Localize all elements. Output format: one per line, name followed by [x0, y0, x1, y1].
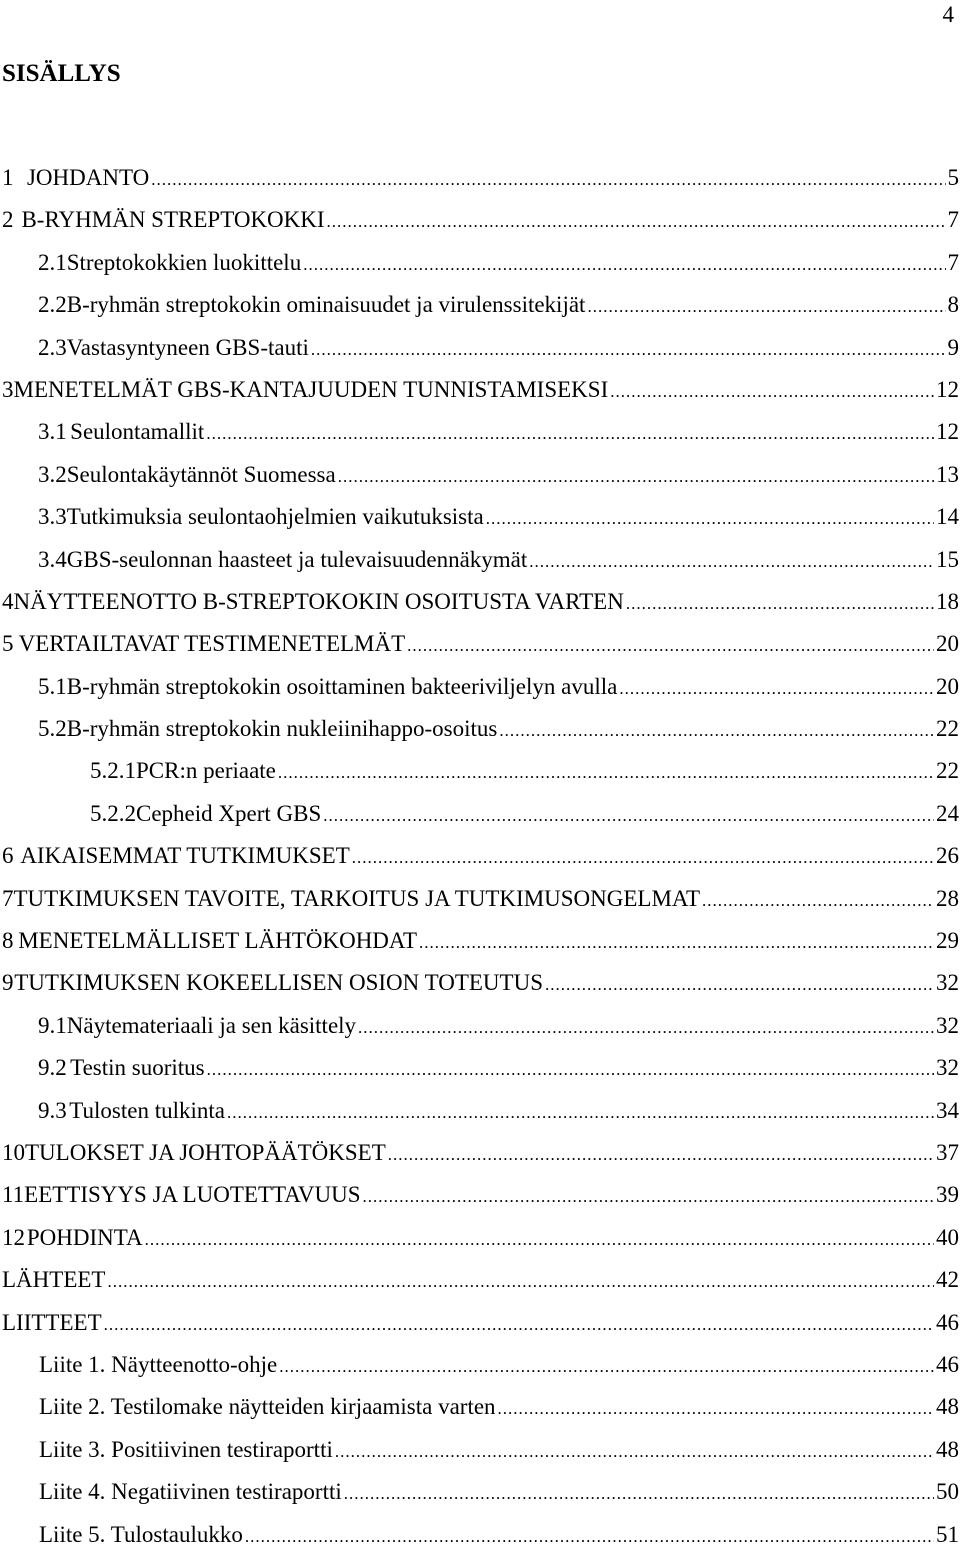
dot-leader	[407, 636, 934, 656]
dot-leader	[619, 679, 934, 699]
dot-leader	[702, 891, 934, 911]
dot-leader	[335, 1442, 934, 1462]
dot-leader	[587, 297, 945, 317]
toc-entry[interactable]	[2, 165, 959, 207]
toc-entry[interactable]	[2, 377, 959, 419]
toc-entry-number: 2.2	[38, 292, 67, 318]
toc-entry-number: 12	[2, 1224, 25, 1250]
toc-entry-number: 4	[2, 588, 14, 614]
dot-leader	[499, 721, 934, 741]
toc-entry-number: 5	[2, 631, 14, 657]
toc-entry-number: 8	[2, 928, 14, 954]
toc-entry-page: 18	[936, 588, 959, 614]
toc-entry-page: 32	[936, 1055, 959, 1081]
toc-entry-page: 32	[936, 970, 959, 996]
toc-entry-label: B-ryhmän streptokokin osoittaminen bakteeriviljelyn avulla	[66, 673, 618, 699]
toc-entry-page: 9	[947, 334, 959, 360]
toc-entry-page: 14	[936, 504, 959, 530]
toc-entry-label: TULOKSET JA JOHTOPÄÄTÖKSET	[25, 1139, 386, 1165]
toc-entry[interactable]	[2, 419, 959, 461]
dot-leader	[363, 1187, 935, 1207]
dot-leader	[419, 933, 934, 953]
dot-leader	[323, 806, 934, 826]
toc-entry-label: EETTISYYS JA LUOTETTAVUUS	[24, 1182, 361, 1208]
toc-entry-number: 2.3	[38, 334, 67, 360]
toc-entry[interactable]	[2, 843, 959, 885]
toc-entry-page: 48	[936, 1394, 959, 1420]
dot-leader	[388, 1145, 934, 1165]
toc-entry-number: 5.2.1	[90, 758, 136, 784]
toc-entry-number: 5.2.2	[90, 800, 136, 826]
toc-entry-label: LIITTEET	[2, 1309, 102, 1335]
toc-entry-label: AIKAISEMMAT TUTKIMUKSET	[20, 843, 350, 869]
toc-entry-page: 24	[936, 800, 959, 826]
toc-entry-label: B-ryhmän streptokokin nukleiinihappo-osoitus	[66, 716, 498, 742]
toc-entry-label: Liite 2. Testilomake näytteiden kirjaamista varten	[39, 1394, 496, 1420]
dot-leader	[104, 1315, 934, 1335]
toc-entry-page: 32	[936, 1012, 959, 1038]
toc-entry[interactable]	[2, 1225, 959, 1267]
dot-leader	[344, 1484, 934, 1504]
toc-entry[interactable]	[2, 1013, 959, 1055]
toc-entry[interactable]	[2, 970, 959, 1012]
toc-entry-page: 12	[936, 376, 959, 402]
toc-entry-page: 46	[936, 1309, 959, 1335]
toc-entry-number: 1	[2, 165, 14, 190]
toc-entry-number: 5.2	[38, 716, 67, 742]
toc-entry-label: POHDINTA	[26, 1224, 143, 1250]
toc-entry-page: 39	[936, 1182, 959, 1208]
toc-entry-label: Liite 4. Negatiivinen testiraportti	[39, 1479, 342, 1505]
toc-entry-label: Streptokokkien luokittelu	[66, 249, 302, 275]
toc-entry-label: Seulontakäytännöt Suomessa	[66, 461, 336, 487]
dot-leader	[245, 1527, 934, 1547]
toc-entry-label: Tutkimuksia seulontaohjelmien vaikutuksista	[66, 504, 484, 530]
dot-leader	[145, 1230, 934, 1250]
toc-entry-label: TUTKIMUKSEN KOKEELLISEN OSION TOTEUTUS	[14, 970, 543, 996]
dot-leader	[352, 848, 934, 868]
toc-entry[interactable]	[2, 928, 959, 970]
toc-entry-label: MENETELMÄLLISET LÄHTÖKOHDAT	[18, 928, 418, 954]
toc-entry[interactable]	[2, 631, 959, 673]
toc-entry-label: JOHDANTO	[26, 165, 150, 190]
toc-entry-number: 10	[2, 1139, 25, 1165]
dot-leader	[626, 594, 934, 614]
toc-entry-page: 7	[947, 207, 959, 233]
page-title: SISÄLLYS	[2, 60, 121, 87]
toc-entry-page: 7	[947, 249, 959, 275]
toc-entry-label: B-ryhmän streptokokin ominaisuudet ja virulenssitekijät	[66, 292, 586, 318]
toc-entry[interactable]	[2, 335, 959, 377]
toc-entry[interactable]	[2, 716, 959, 758]
toc-entry-page: 29	[936, 928, 959, 954]
toc-entry-page: 22	[936, 758, 959, 784]
toc-entry-number: 6	[2, 843, 14, 869]
toc-entry[interactable]	[2, 886, 959, 928]
toc-entry-label: Seulontamallit	[70, 419, 205, 445]
toc-entry-page: 20	[936, 631, 959, 657]
dot-leader	[207, 1060, 934, 1080]
toc-entry-page: 5	[947, 165, 959, 190]
toc-entry-number: 3.3	[38, 504, 67, 530]
toc-entry-number: 5.1	[38, 673, 67, 699]
toc-entry-number: 7	[2, 885, 14, 911]
toc-entry-number: 11	[2, 1182, 25, 1208]
dot-leader	[303, 255, 945, 275]
toc-entry-number: 9.2	[38, 1055, 67, 1081]
toc-entry-page: 8	[947, 292, 959, 318]
toc-entry[interactable]	[2, 1522, 959, 1564]
toc-entry[interactable]	[2, 1267, 959, 1309]
toc-entry[interactable]	[2, 1437, 959, 1479]
toc-entry-label: GBS-seulonnan haasteet ja tulevaisuudennäkymät	[66, 546, 528, 572]
toc-entry-number: 3.4	[38, 546, 67, 572]
toc-entry-page: 46	[936, 1351, 959, 1377]
toc-entry[interactable]	[2, 801, 959, 843]
toc-entry[interactable]	[2, 589, 959, 631]
toc-entry-number: 2.1	[38, 249, 67, 275]
toc-entry[interactable]	[2, 1055, 959, 1097]
toc-entry[interactable]	[2, 758, 959, 800]
toc-entry-label: NÄYTTEENOTTO B-STREPTOKOKIN OSOITUSTA VARTEN	[13, 588, 624, 614]
toc-entry[interactable]	[2, 1479, 959, 1521]
dot-leader	[338, 467, 934, 487]
toc-entry-page: 28	[936, 885, 959, 911]
toc-entry[interactable]	[2, 504, 959, 546]
page-number: 4	[942, 2, 954, 27]
toc-entry-number: 3.1	[38, 419, 67, 445]
toc-entry-label: Vastasyntyneen GBS-tauti	[66, 334, 309, 360]
toc-entry-page: 42	[936, 1267, 959, 1293]
toc-entry[interactable]	[2, 1310, 959, 1352]
toc-entry-label: TUTKIMUKSEN TAVOITE, TARKOITUS JA TUTKIMUSONGELMAT	[13, 885, 701, 911]
dot-leader	[498, 1399, 934, 1419]
dot-leader	[545, 975, 934, 995]
toc-entry-number: 2	[2, 207, 14, 233]
toc-entry-page: 37	[936, 1139, 959, 1165]
dot-leader	[358, 1018, 934, 1038]
toc-entry-label: Liite 5. Tulostaulukko	[39, 1521, 243, 1547]
toc-entry-page: 34	[936, 1097, 959, 1123]
toc-entry[interactable]	[2, 1140, 959, 1182]
toc-entry-page: 15	[936, 546, 959, 572]
toc-entry-page: 26	[936, 843, 959, 869]
toc-entry-page: 13	[936, 461, 959, 487]
toc-entry-number: 9.3	[38, 1097, 67, 1123]
toc-entry[interactable]	[2, 674, 959, 716]
toc-entry-page: 48	[936, 1436, 959, 1462]
dot-leader	[529, 552, 934, 572]
toc-entry-label: PCR:n periaate	[136, 758, 276, 784]
toc-entry-number: 3.2	[38, 461, 67, 487]
toc-entry-label: B-RYHMÄN STREPTOKOKKI	[21, 207, 325, 233]
dot-leader	[107, 1272, 934, 1292]
toc-entry[interactable]	[2, 1182, 959, 1224]
dot-leader	[278, 763, 934, 783]
toc-entry-label: Testin suoritus	[70, 1055, 205, 1081]
toc-entry-label: Liite 3. Positiivinen testiraportti	[39, 1436, 333, 1462]
toc-entry-page: 22	[936, 716, 959, 742]
toc-entry[interactable]	[2, 547, 959, 589]
dot-leader	[610, 382, 934, 402]
dot-leader	[327, 212, 946, 232]
dot-leader	[311, 340, 946, 360]
toc-entry[interactable]	[2, 1394, 959, 1436]
toc-entry-label: Tulosten tulkinta	[69, 1097, 225, 1123]
dot-leader	[486, 509, 934, 529]
toc-entry-label: Liite 1. Näytteenotto-ohje	[39, 1351, 278, 1377]
toc-entry-page: 50	[936, 1479, 959, 1505]
toc-entry-number: 9.1	[38, 1012, 67, 1038]
table-of-contents	[2, 165, 959, 1564]
toc-entry[interactable]	[2, 462, 959, 504]
dot-leader	[206, 424, 934, 444]
toc-entry-page: 40	[936, 1224, 959, 1250]
toc-entry[interactable]	[2, 250, 959, 292]
toc-entry[interactable]	[2, 1098, 959, 1140]
toc-entry-label: MENETELMÄT GBS-KANTAJUUDEN TUNNISTAMISEKSI	[13, 376, 609, 402]
toc-entry-page: 20	[936, 673, 959, 699]
dot-leader	[227, 1103, 934, 1123]
dot-leader	[279, 1357, 934, 1377]
dot-leader	[151, 170, 945, 190]
toc-entry[interactable]	[2, 1352, 959, 1394]
toc-entry-page: 12	[936, 419, 959, 445]
toc-entry-label: VERTAILTAVAT TESTIMENETELMÄT	[18, 631, 406, 657]
toc-entry-number: 3	[2, 376, 14, 402]
toc-entry[interactable]	[2, 292, 959, 334]
toc-entry-page: 51	[936, 1521, 959, 1547]
toc-entry-number: 9	[2, 970, 14, 996]
toc-entry-label: Näytemateriaali ja sen käsittely	[66, 1012, 357, 1038]
toc-entry-label: LÄHTEET	[2, 1267, 106, 1293]
toc-entry[interactable]	[2, 207, 959, 249]
toc-entry-label: Cepheid Xpert GBS	[136, 800, 322, 826]
